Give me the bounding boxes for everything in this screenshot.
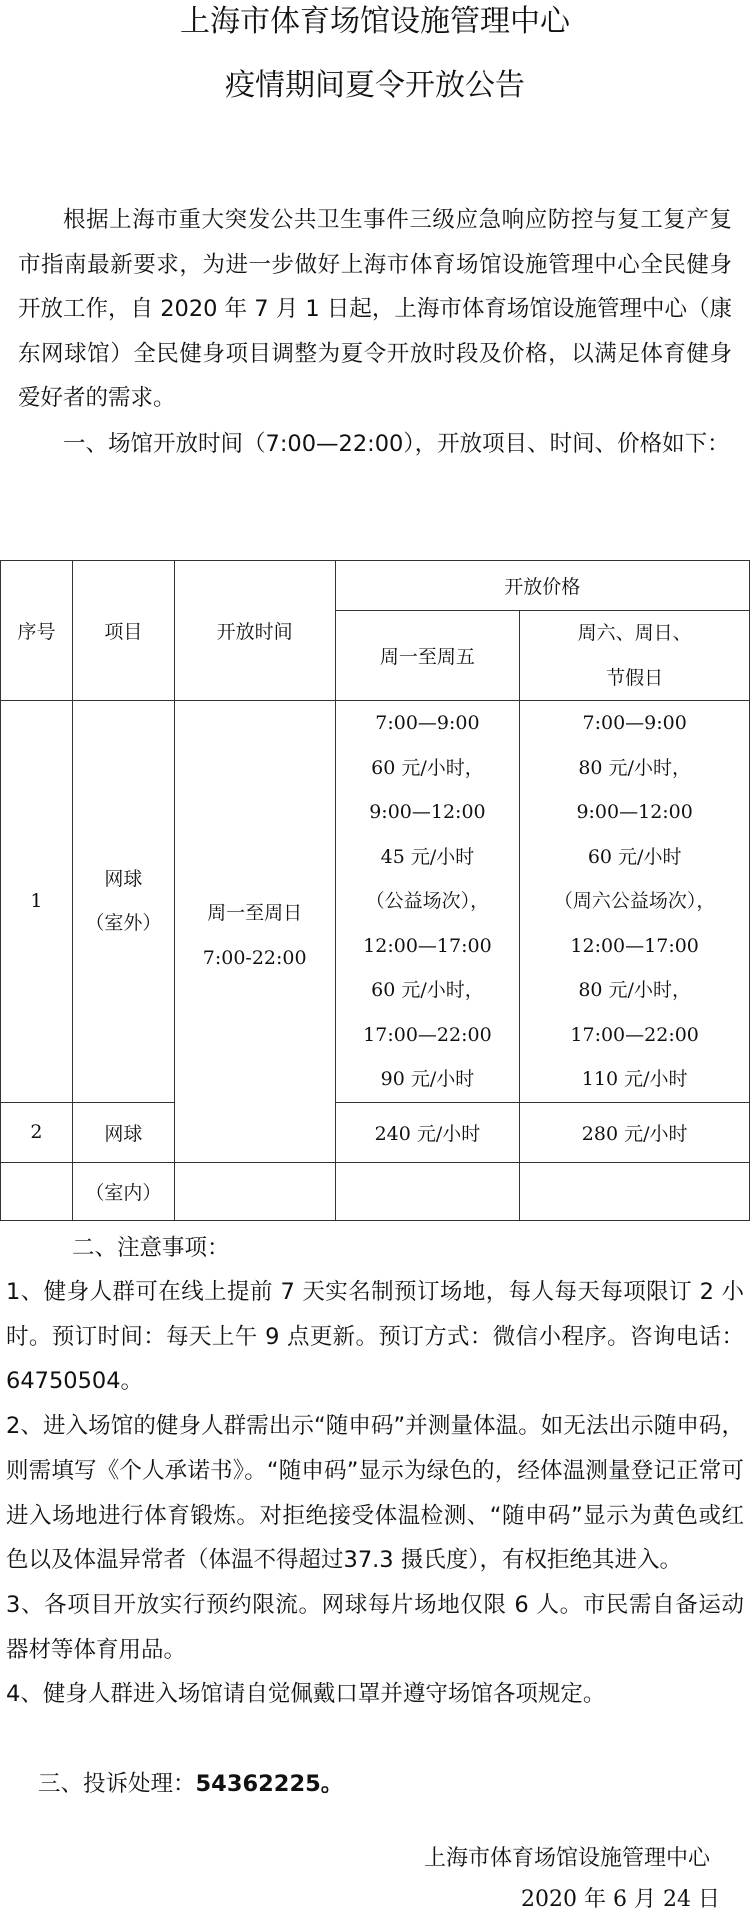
row1-item (72, 701, 174, 1103)
header-weekend (520, 611, 750, 701)
row2b-weekend-empty (520, 1162, 750, 1220)
complaint-phone: 54362225。 (195, 1771, 344, 1797)
row1-weekday-prices (335, 701, 520, 1103)
row1-open-time (174, 701, 335, 1163)
row2-item-type: （室内） (72, 1162, 174, 1220)
notes-heading: 二、注意事项： (72, 1235, 230, 1261)
notes-list (6, 1270, 744, 1717)
row2b-number-empty (1, 1162, 73, 1220)
note-item: 2、进入场馆的健身人群需出示“随申码”并测量体温。如无法出示随申码，则需填写《个人承诺书》。“随申码”显示为绿色的，经体温测量登记正常可进入场地进行体育锻炼。对拒绝接受体温检测、“随申码”显示为黄色或红色以及体温异常者（体温不得超过37.3 摄氏度），有权拒绝其进入。 (6, 1413, 744, 1574)
weekend-price-line: 17:00—22:00 (570, 1023, 699, 1046)
intro-paragraph: 根据上海市重大突发公共卫生事件三级应急响应防控与复工复产复市指南最新要求，为进一步做好上海市体育场馆设施管理中心全民健身开放工作，自 2020 年 7 月 1 日起，上海市体育场馆设施管理中心（康东网球馆）全民健身项目调整为夏令开放时段及价格，以满足体育健身爱好者的需求。 (18, 207, 732, 411)
weekday-price-line: 45 元/小时 (380, 845, 475, 868)
weekend-price-line: 12:00—17:00 (570, 934, 699, 957)
row2-weekday-price: 240 元/小时 (335, 1102, 520, 1162)
weekend-price-line: 110 元/小时 (581, 1068, 688, 1090)
open-time-days: 周一至周日 (207, 902, 303, 924)
row2-weekend-price: 280 元/小时 (520, 1102, 750, 1162)
weekend-price-line: 80 元/小时， (578, 979, 691, 1001)
header-number: 序号 (1, 561, 73, 701)
weekday-price-line: 12:00—17:00 (363, 934, 492, 957)
note-item: 4、健身人群进入场馆请自觉佩戴口罩并遵守场馆各项规定。 (6, 1681, 606, 1708)
row1-item-type: （室外） (85, 912, 162, 935)
row2-number: 2 (1, 1102, 73, 1162)
note-item: 3、各项目开放实行预约限流。网球每片场地仅限 6 人。市民需自备运动器材等体育用品。 (6, 1591, 744, 1663)
weekend-price-line: 80 元/小时， (578, 756, 691, 779)
weekday-price-line: 60 元/小时， (371, 979, 484, 1001)
header-item: 项目 (72, 561, 174, 701)
complaint-line (38, 1762, 343, 1806)
weekday-price-line: 7:00—9:00 (375, 712, 480, 734)
row1-number: 1 (1, 701, 73, 1103)
row2-item-name: 网球 (72, 1102, 174, 1162)
row1-item-name: 网球 (104, 867, 143, 890)
notice-title-organization: 上海市体育场馆设施管理中心 (180, 4, 570, 39)
weekday-price-line: （公益场次）， (365, 890, 490, 912)
row2b-weekday-empty (335, 1162, 520, 1220)
weekend-price-line: 60 元/小时 (587, 845, 682, 868)
header-weekend-line2: 节假日 (606, 666, 664, 689)
weekday-price-line: 9:00—12:00 (369, 801, 486, 823)
weekday-price-line: 17:00—22:00 (363, 1023, 492, 1046)
weekend-price-line: （周六公益场次）， (553, 890, 716, 912)
signature-organization: 上海市体育场馆设施管理中心 (423, 1846, 710, 1871)
complaint-label: 三、投诉处理： (38, 1771, 196, 1797)
row2b-time-empty (174, 1162, 335, 1220)
weekday-price-line: 90 元/小时 (380, 1068, 475, 1090)
weekday-price-line: 60 元/小时， (371, 756, 484, 779)
header-price: 开放价格 (335, 561, 749, 611)
header-weekday: 周一至周五 (335, 611, 520, 701)
note-item: 1、健身人群可在线上提前 7 天实名制预订场地，每人每天每项限订 2 小时。预订时间：每天上午 9 点更新。预订方式：微信小程序。咨询电话：64750504。 (6, 1279, 744, 1395)
price-table (0, 560, 750, 1221)
header-open-time: 开放时间 (174, 561, 335, 701)
open-time-hours: 7:00-22:00 (202, 946, 307, 969)
notice-title-subject: 疫情期间夏令开放公告 (225, 68, 525, 103)
section-opening-hours-heading: 一、场馆开放时间（7:00—22:00），开放项目、时间、价格如下： (63, 431, 730, 457)
weekend-price-line: 9:00—12:00 (576, 801, 693, 823)
weekend-price-line: 7:00—9:00 (582, 712, 687, 734)
signature-date: 2020 年 6 月 24 日 (521, 1887, 720, 1912)
header-weekend-line1: 周六、周日、 (577, 622, 692, 644)
row1-weekend-prices (520, 701, 750, 1103)
